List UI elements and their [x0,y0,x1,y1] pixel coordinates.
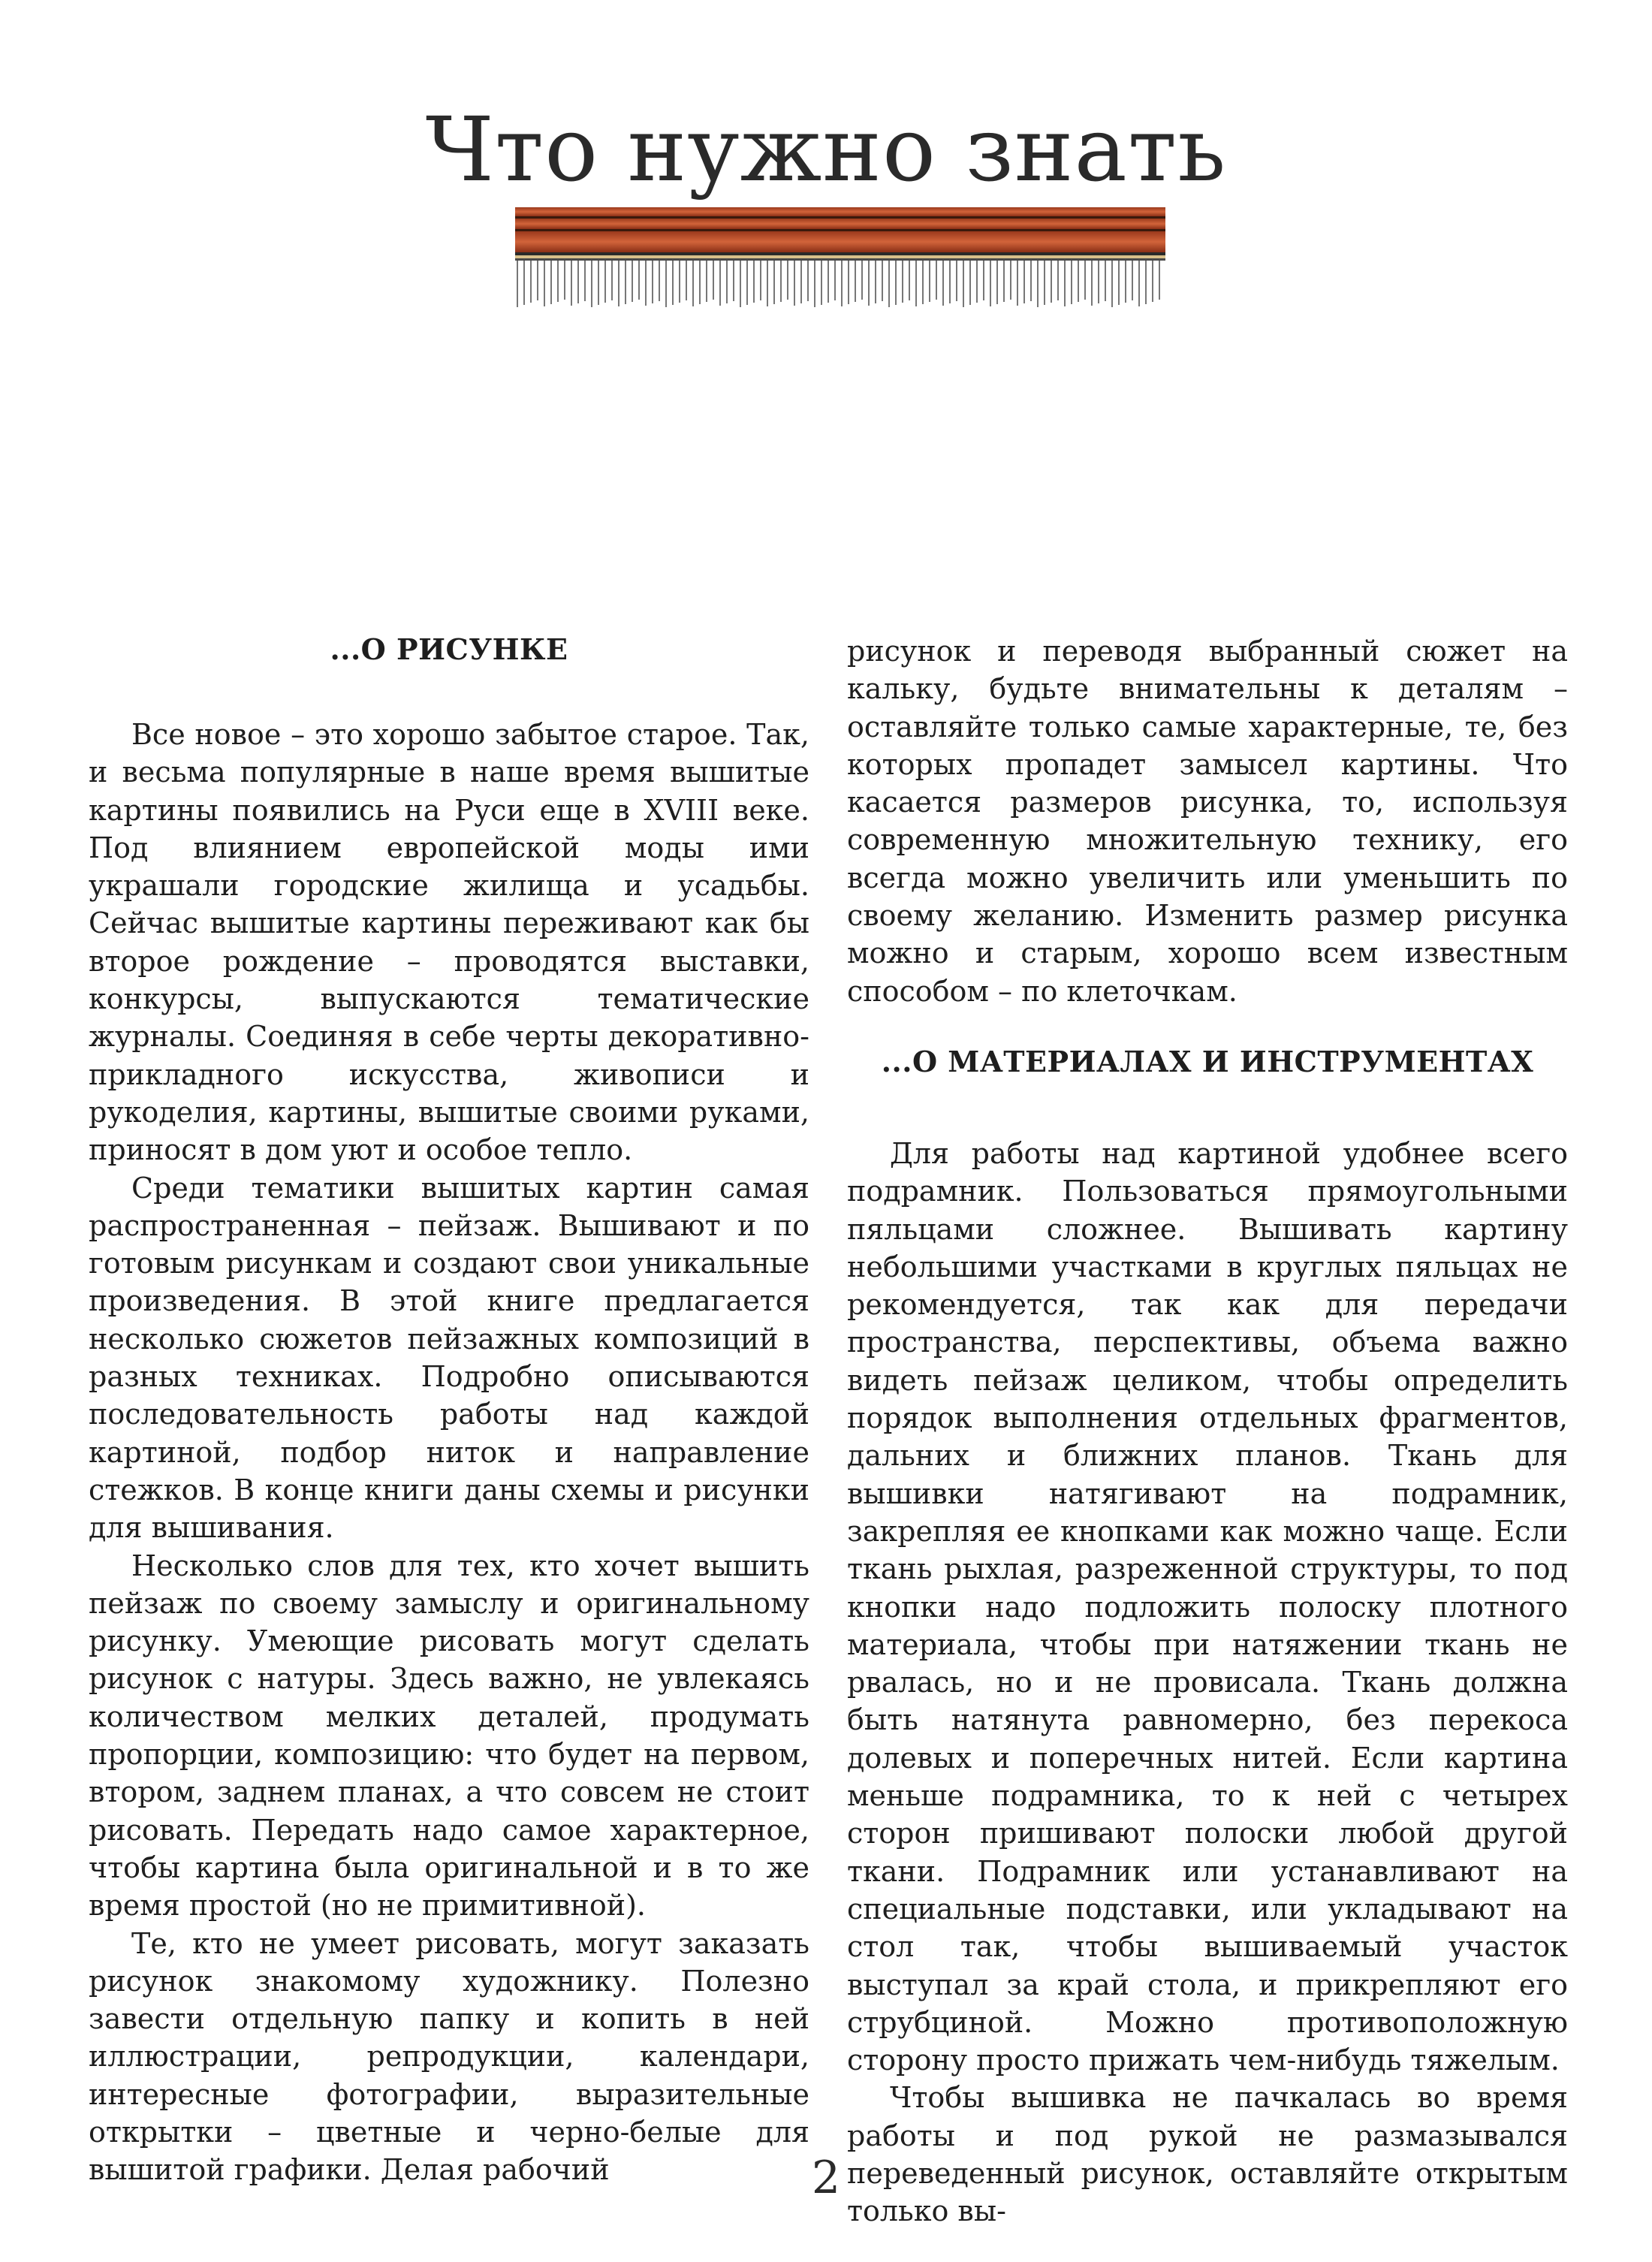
paragraph: Те, кто не умеет рисовать, могут заказать рисунок знакомому художнику. Полезно завести отдельную папку и копить в ней иллюстрации, репродукции, календари, интересные фотографии, выразительные открытки – цветные и черно-белые для вышитой графики. Делая рабочий [89,1926,809,2187]
paragraph-continued: рисунок и переводя выбранный сюжет на кальку, будьте внимательны к деталям – оставляйте только самые характерные, те, без которых пропадет замысел картины. Что касается размеров рисунка, то, используя современную множительную технику, его всегда можно увеличить или уменьшить по своему желанию. Изменить размер рисунка можно и старым, хорошо всем известным способом – по клеточкам. [847,635,1568,1008]
ornament-fringe [517,261,1159,307]
ornament-light-line [515,255,1165,258]
paragraph: Для работы над картиной удобнее всего подрамник. Пользоваться прямоугольными пяльцами сложнее. Вышивать картину небольшими участками в круглых пяльцах не рекомендуется, так как для передачи пространства, перспективы, объема важно видеть пейзаж целиком, чтобы определить порядок выполнения отдельных фрагментов, дальних и ближних планов. Ткань для вышивки натягивают на подрамник, закрепляя ее кнопками как можно чаще. Если ткань рыхлая, разреженной структуры, то под кнопки надо подложить полоску плотного материала, чтобы при натяжении ткань не рвалась, но и не провисала. Ткань должна быть натянута равномерно, без перекоса долевых и поперечных нитей. Если картина меньше подрамника, то к ней с четырех сторон пришивают полоски любой другой ткани. Подрамник или устанавливают на специальные подставки, или укладывают на стол так, чтобы вышиваемый участок выступал за край стола, и прикрепляют его струбциной. Можно противоположную сторону просто прижать чем-нибудь тяжелым. [847,1136,1568,2077]
ornament-band-middle [515,219,1165,229]
ornament-gap-2 [515,229,1165,231]
ornament-base-line [515,258,1165,261]
ornament-gap-1 [515,216,1165,219]
paragraph: Все новое – это хорошо забытое старое. Так, и весьма популярные в наше время вышитые картины появились на Руси еще в XVIII веке. Под влиянием европейской моды ими украшали городские жилища и усадьбы. Сейчас вышитые картины переживают как бы второе рождение – проводятся выставки, конкурсы, выпускаются тематические журналы. Соединяя в себе черты декоративно-прикладного искусства, живописи и рукоделия, картины, вышитые своими руками, приносят в дом уют и особое тепло. [89,718,809,1167]
ornament-band-top [515,207,1165,216]
paragraph: Несколько слов для тех, кто хочет вышить пейзаж по своему замыслу и оригинальному рисунку. Умеющие рисовать могут сделать рисунок с натуры. Здесь важно, не увлекаясь количеством мелких деталей, продумать пропорции, композицию: что будет на первом, втором, заднем планах, а что совсем не стоит рисовать. Передать надо самое характерное, чтобы картина была оригинальной и в то же время простой (но не примитивной). [89,1549,809,1923]
section-heading-drawing: ...О РИСУНКЕ [330,632,568,666]
right-column [847,632,1568,2230]
ornament-band-bottom [515,231,1165,252]
ornament-dark-line [515,252,1165,255]
section-heading-materials: ...О МАТЕРИАЛАХ И ИНСТРУМЕНТАХ [881,1044,1534,1078]
page-title: Что нужно знать [425,98,1227,201]
paragraph: Среди тематики вышитых картин самая распространенная – пейзаж. Вышивают и по готовым рисункам и создают свои уникальные произведения. В этой книге предлагается несколько сюжетов пейзажных композиций в разных техниках. Подробно описываются последовательность работы над каждой картиной, подбор ниток и направление стежков. В конце книги даны схемы и рисунки для вышивания. [89,1171,809,1545]
embroidery-ornament [515,207,1165,312]
page-number: 2 [811,2152,841,2204]
left-column [89,623,809,2189]
paragraph: Чтобы вышивка не пачкалась во время работы и под рукой не размазывался переведенный рисунок, оставляйте открытым только вы- [847,2081,1568,2228]
